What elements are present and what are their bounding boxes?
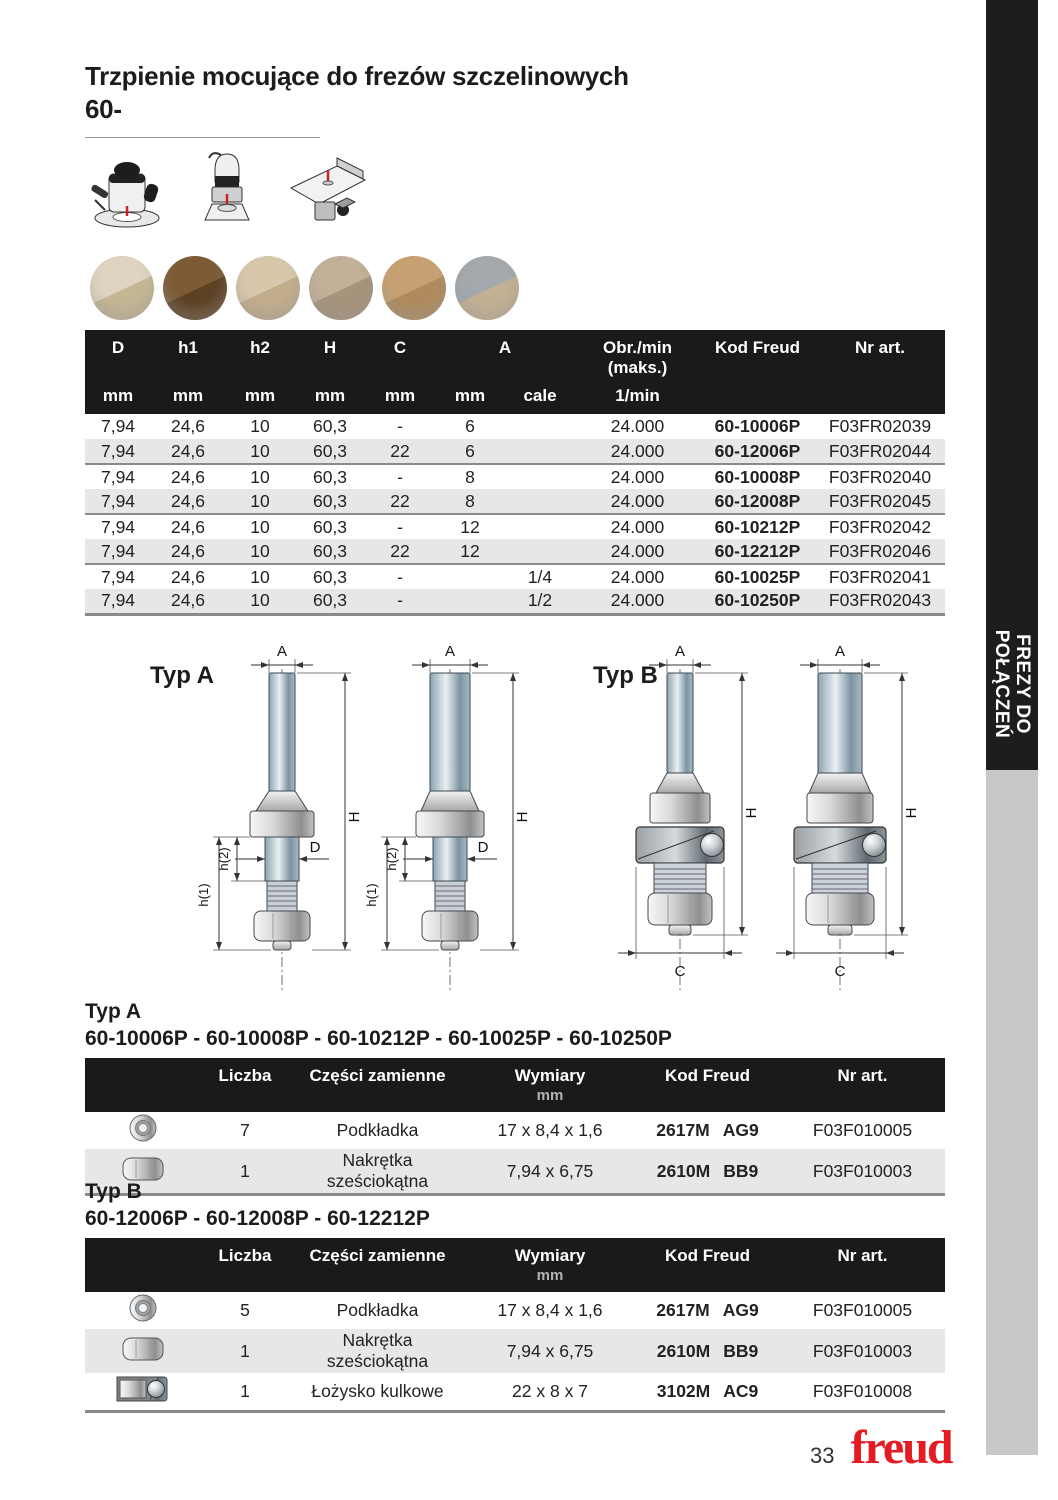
parts-b-title: Typ B	[85, 1180, 142, 1203]
spec-row	[85, 564, 945, 589]
cell-d: 7,94	[100, 416, 136, 436]
col-wymiary-label: Wymiary	[514, 1066, 586, 1085]
cell-dims: 7,94 x 6,75	[506, 1340, 594, 1361]
cell-kod: 60-10250P	[714, 590, 801, 611]
dim-h2-label: h(2)	[216, 847, 231, 871]
trim-router-icon	[185, 148, 265, 234]
ball-bearing-icon	[85, 1373, 200, 1412]
dim-d-label: D	[477, 839, 489, 856]
cell-dims: 7,94 x 6,75	[506, 1160, 594, 1181]
cell-d: 7,94	[100, 540, 136, 561]
cell-obr: 24.000	[575, 564, 700, 589]
parts-a-codes: 60-10006P - 60-10008P - 60-10212P - 60-10025P - 60-10250P	[85, 1027, 672, 1050]
page-title-line2: 60-	[85, 94, 122, 124]
cell-c: -	[365, 514, 435, 539]
spec-row	[85, 589, 945, 614]
parts-b-codes: 60-12006P - 60-12008P - 60-12212P	[85, 1207, 430, 1230]
cell-h2: 10	[225, 514, 295, 539]
material-mdf-icon	[382, 256, 446, 320]
cell-h2: 10	[250, 440, 270, 461]
spec-row	[85, 514, 945, 539]
dim-c-label: C	[834, 963, 846, 980]
cell-d: 7,94	[85, 464, 151, 489]
cell-kod: 3102M AC9	[656, 1381, 759, 1401]
washer-icon	[85, 1112, 200, 1149]
cell-nr: F03FR02042	[815, 514, 945, 539]
cell-h: 60,3	[312, 540, 348, 561]
col-header-h1: h1	[151, 330, 225, 386]
cell-qty: 7	[240, 1120, 250, 1140]
cell-h1: 24,6	[170, 416, 206, 436]
cell-h: 60,3	[312, 590, 348, 611]
spec-row	[85, 539, 945, 564]
cell-kod: 2610M BB9	[656, 1160, 759, 1181]
cell-h: 60,3	[295, 464, 365, 489]
col-wymiary	[465, 1058, 635, 1112]
dim-c-label: C	[674, 963, 686, 980]
unit-cale: cale	[505, 386, 575, 414]
material-chipboard-icon	[309, 256, 373, 320]
col-wymiary-unit: mm	[536, 1267, 564, 1284]
cell-cale	[505, 514, 575, 539]
parts-b-heading	[85, 1178, 430, 1232]
cell-part-name: Nakrętka sześciokątna	[326, 1330, 429, 1371]
col-liczba: Liczba	[200, 1058, 290, 1112]
dim-a-label: A	[834, 645, 846, 660]
cell-nr: F03F010005	[812, 1300, 913, 1320]
cell-obr: 24.000	[610, 416, 665, 436]
typ-a-diagram-large-shank	[355, 645, 565, 995]
cell-d: 7,94	[85, 564, 151, 589]
cell-a-mm	[435, 589, 505, 614]
parts-a-title: Typ A	[85, 1000, 141, 1023]
cell-nr: F03FR02046	[828, 540, 932, 561]
cell-obr: 24.000	[610, 440, 665, 461]
dim-a-label: A	[674, 645, 686, 660]
parts-b-header-row	[85, 1238, 945, 1292]
dim-d-label: D	[309, 839, 321, 856]
cell-kod: 2617M AG9	[656, 1300, 759, 1320]
cell-h2: 10	[225, 464, 295, 489]
col-header-nr: Nr art.	[815, 330, 945, 386]
cell-h1: 24,6	[170, 440, 206, 461]
spec-row	[85, 414, 945, 439]
col-wymiary-unit: mm	[536, 1087, 564, 1104]
cell-h2: 10	[250, 540, 270, 561]
cell-kod: 60-10008P	[700, 464, 815, 489]
cell-cale	[505, 539, 575, 564]
sidebar-label-line2: POŁĄCZEŃ	[991, 629, 1012, 739]
cell-obr: 24.000	[610, 490, 665, 511]
parts-row	[85, 1292, 945, 1329]
col-header-c: C	[365, 330, 435, 386]
cell-d: 7,94	[85, 514, 151, 539]
diagram-typ-b-label: Typ B	[593, 662, 658, 689]
spec-row	[85, 439, 945, 464]
cell-c: 22	[390, 490, 410, 511]
cell-h1: 24,6	[151, 464, 225, 489]
cell-qty: 5	[240, 1300, 250, 1320]
parts-row	[85, 1329, 945, 1373]
unit-h1: mm	[151, 386, 225, 414]
cell-h: 60,3	[312, 490, 348, 511]
cell-c: 22	[390, 440, 410, 461]
col-header-obr-line2: (maks.)	[607, 358, 668, 377]
cell-obr: 24.000	[575, 464, 700, 489]
cell-h: 60,3	[295, 564, 365, 589]
cell-h1: 24,6	[151, 514, 225, 539]
cell-nr: F03FR02041	[815, 564, 945, 589]
cell-d: 7,94	[100, 590, 136, 611]
cell-h: 60,3	[295, 514, 365, 539]
cell-cale: 1/4	[505, 564, 575, 589]
sidebar-gray-band	[986, 770, 1038, 1455]
cell-h2: 10	[225, 564, 295, 589]
washer-icon	[85, 1292, 200, 1329]
cell-kod: 60-10025P	[700, 564, 815, 589]
page-footer	[810, 1421, 970, 1474]
cell-cale	[505, 464, 575, 489]
cell-cale	[505, 489, 575, 514]
cell-a-mm	[435, 564, 505, 589]
cell-nr: F03F010005	[812, 1120, 913, 1140]
cell-nr: F03F010003	[812, 1160, 913, 1181]
cell-obr: 24.000	[610, 590, 665, 611]
cell-h2: 10	[250, 590, 270, 611]
router-table-icon	[281, 148, 373, 234]
parts-row	[85, 1112, 945, 1149]
col-header-kod: Kod Freud	[700, 330, 815, 386]
spec-header-row	[85, 330, 945, 386]
parts-b-table	[85, 1238, 945, 1413]
cell-nr: F03FR02039	[828, 416, 932, 436]
col-wymiary-label: Wymiary	[514, 1246, 586, 1265]
material-hardwood-icon	[163, 256, 227, 320]
cell-h1: 24,6	[170, 590, 206, 611]
sidebar-label	[986, 600, 1038, 768]
cell-part-name: Łożysko kulkowe	[311, 1381, 444, 1401]
cell-nr: F03F010008	[812, 1381, 913, 1401]
cell-c: -	[365, 564, 435, 589]
col-header-d: D	[85, 330, 151, 386]
parts-a-table	[85, 1058, 945, 1196]
cell-nr: F03FR02045	[828, 490, 932, 511]
cell-part-name: Podkładka	[336, 1300, 419, 1320]
unit-a-mm: mm	[435, 386, 505, 414]
cell-kod: 60-10006P	[714, 416, 801, 436]
col-czesci: Części zamienne	[290, 1058, 465, 1112]
cell-c: -	[397, 590, 403, 611]
material-icons	[90, 256, 519, 320]
cell-a-mm: 12	[460, 540, 480, 561]
cell-h1: 24,6	[170, 490, 206, 511]
unit-h2: mm	[225, 386, 295, 414]
cell-cale	[505, 439, 575, 464]
col-wymiary	[465, 1238, 635, 1292]
col-header-h: H	[295, 330, 365, 386]
cell-kod: 60-10212P	[700, 514, 815, 539]
cell-a-mm: 8	[435, 464, 505, 489]
dim-h2-label: h(2)	[384, 847, 399, 871]
cell-kod: 2610M BB9	[656, 1340, 759, 1361]
dim-a-label: A	[276, 645, 288, 660]
cell-dims: 17 x 8,4 x 1,6	[497, 1300, 603, 1320]
col-kod: Kod Freud	[635, 1238, 780, 1292]
cell-dims: 17 x 8,4 x 1,6	[497, 1120, 603, 1140]
dim-h-label: H	[903, 807, 920, 819]
dim-h-label: H	[346, 811, 363, 823]
cell-h1: 24,6	[170, 540, 206, 561]
cell-a-mm: 8	[465, 490, 475, 511]
cell-a-mm: 6	[465, 440, 475, 461]
plunge-router-icon	[85, 148, 169, 234]
cell-nr: F03FR02044	[828, 440, 932, 461]
col-liczba: Liczba	[200, 1238, 290, 1292]
cell-h1: 24,6	[151, 564, 225, 589]
page-number: 33	[810, 1443, 835, 1468]
cell-c: 22	[390, 540, 410, 561]
title-underline	[85, 137, 320, 138]
cell-a-mm: 12	[435, 514, 505, 539]
page-title-line1: Trzpienie mocujące do frezów szczelinowych	[85, 61, 629, 91]
cell-qty: 1	[240, 1160, 250, 1181]
dim-h1-label: h(1)	[364, 883, 379, 907]
col-header-obr-line1: Obr./min	[603, 338, 672, 357]
cell-qty: 1	[240, 1340, 250, 1361]
spec-row	[85, 489, 945, 514]
sidebar-label-line1: FREZY DO	[1012, 634, 1033, 734]
cell-kod: 60-12008P	[714, 490, 801, 511]
cell-h: 60,3	[312, 416, 348, 436]
cell-kod: 60-12006P	[714, 440, 801, 461]
col-nr: Nr art.	[780, 1238, 945, 1292]
spec-table	[85, 330, 945, 616]
diagram-typ-a-label: Typ A	[150, 662, 214, 689]
dim-a-label: A	[444, 645, 456, 660]
spec-row	[85, 464, 945, 489]
brand-logo: freud	[850, 1421, 952, 1474]
col-czesci: Części zamienne	[290, 1238, 465, 1292]
cell-cale	[505, 414, 575, 439]
dim-h1-label: h(1)	[196, 883, 211, 907]
unit-h: mm	[295, 386, 365, 414]
col-nr: Nr art.	[780, 1058, 945, 1112]
cell-kod: 2617M AG9	[656, 1120, 759, 1140]
cell-h2: 10	[250, 490, 270, 511]
cell-a-mm: 6	[465, 416, 475, 436]
cell-nr: F03FR02043	[828, 590, 932, 611]
cell-c: -	[397, 416, 403, 436]
parts-a-heading	[85, 998, 672, 1052]
dim-h-label: H	[743, 807, 760, 819]
unit-obr: 1/min	[575, 386, 700, 414]
cell-obr: 24.000	[610, 540, 665, 561]
cell-nr: F03FR02040	[815, 464, 945, 489]
parts-a-header-row	[85, 1058, 945, 1112]
cell-part-name: Nakrętka sześciokątna	[326, 1150, 429, 1191]
cell-nr: F03F010003	[812, 1340, 913, 1361]
cell-cale: 1/2	[527, 590, 553, 611]
parts-row	[85, 1373, 945, 1412]
cell-d: 7,94	[100, 440, 136, 461]
cell-h: 60,3	[312, 440, 348, 461]
typ-b-diagram-large-shank	[740, 645, 955, 997]
col-header-h2: h2	[225, 330, 295, 386]
cell-qty: 1	[240, 1381, 250, 1401]
material-plywood-icon	[236, 256, 300, 320]
cell-kod: 60-12212P	[714, 540, 801, 561]
tool-icons	[85, 148, 373, 234]
cell-part-name: Podkładka	[336, 1120, 419, 1140]
unit-c: mm	[365, 386, 435, 414]
spec-units-row	[85, 386, 945, 414]
dim-h-label: H	[514, 811, 531, 823]
material-softwood-icon	[90, 256, 154, 320]
unit-d: mm	[85, 386, 151, 414]
col-kod: Kod Freud	[635, 1058, 780, 1112]
cell-d: 7,94	[100, 490, 136, 511]
cell-h2: 10	[250, 416, 270, 436]
col-header-obr	[575, 330, 700, 386]
hex-nut-icon	[85, 1329, 200, 1373]
cell-c: -	[365, 464, 435, 489]
col-header-a: A	[435, 330, 575, 386]
cell-obr: 24.000	[575, 514, 700, 539]
material-laminated-board-icon	[455, 256, 519, 320]
page-title	[85, 60, 629, 126]
cell-dims: 22 x 8 x 7	[512, 1381, 588, 1401]
